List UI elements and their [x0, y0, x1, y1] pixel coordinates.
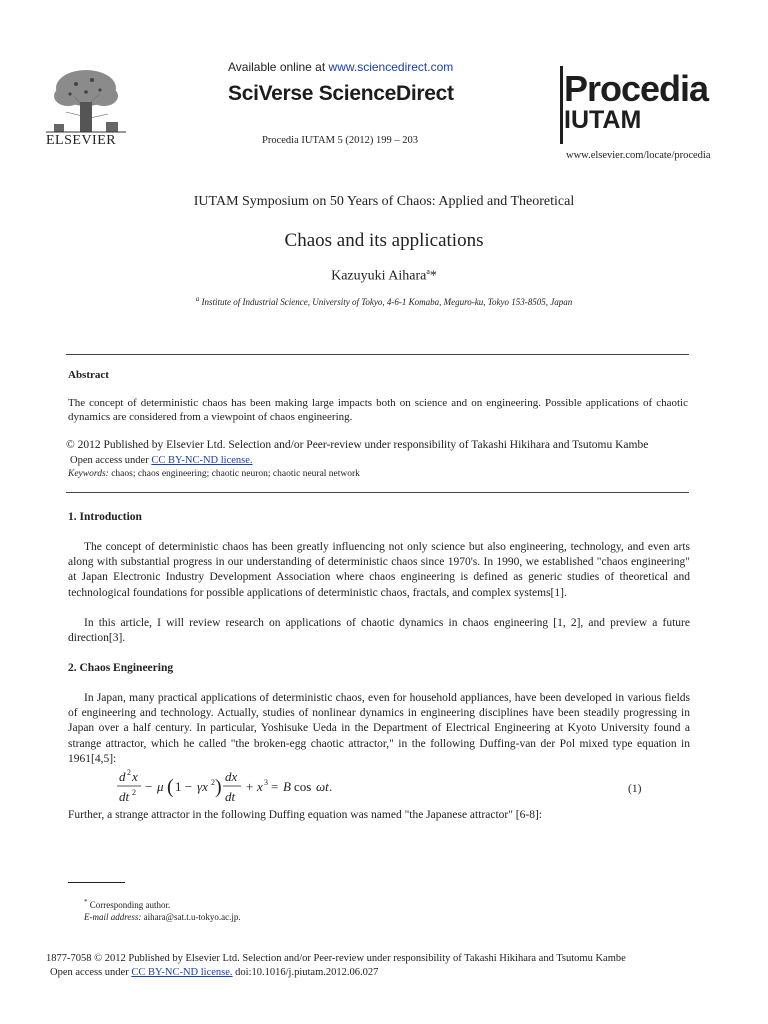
keywords-line: [68, 469, 360, 479]
procedia-logo-bar: [560, 66, 563, 144]
affiliation-text: Institute of Industrial Science, University of Tokyo, 4-6-1 Komaba, Meguro-ku, Tokyo 153-8505, Japan: [201, 297, 573, 307]
footer-open-access-prefix: Open access under: [50, 967, 132, 978]
platform-name: SciVerse ScienceDirect: [228, 82, 454, 105]
svg-text:γx: γx: [197, 779, 208, 794]
footer-license-link[interactable]: CC BY-NC-ND license.: [131, 967, 233, 978]
svg-text:dx: dx: [225, 769, 238, 784]
equation-1-number: (1): [628, 783, 642, 795]
svg-text:dt: dt: [119, 789, 130, 804]
svg-text:2: 2: [132, 788, 136, 797]
section-2-paragraph-1: In Japan, many practical applications of deterministic chaos, even for household appliances, have been developed in various fields of engineering and technology. Actually, studies of nonlinear dynamics in engineering disciplines have been steadily progressing in Japan over a half century. In particular, Yoshisuke Ueda in the Department of Electrical Engineering at Kyoto University found a strange attractor, which he called "the broken-egg chaotic attractor," in the following Duffing-van der Pol mixed type equation in 1961[4,5]:: [68, 692, 690, 765]
footnote-corresponding: [84, 898, 170, 910]
svg-text:+: +: [246, 779, 254, 794]
author-line: [0, 267, 768, 285]
svg-text:x: x: [132, 769, 138, 784]
svg-text:(: (: [167, 776, 174, 798]
section-2-heading: 2. Chaos Engineering: [68, 662, 174, 674]
corresponding-text: Corresponding author.: [89, 900, 171, 910]
abstract-text: The concept of deterministic chaos has been making large impacts both on science and on engineering. Possible applications of chaotic dynamics are considered from a viewpoint of chaos engineering.: [68, 397, 688, 423]
svg-text:2: 2: [211, 778, 215, 787]
svg-text:μ: μ: [157, 779, 164, 794]
section-1-paragraph-1: The concept of deterministic chaos has been greatly influencing not only science but also engineering, technology, and even arts along with substantial progress in our understanding of deterministic chaos since 1970's. In 1990, we established "chaos engineering" at Japan Electronic Industry Development Association where chaos engineering is defined as generic studies of theoretical and technological foundations for possible applications of deterministic chaos, fractals, and complex systems[1].: [68, 541, 690, 599]
abstract-heading: Abstract: [68, 369, 109, 381]
svg-text:x: x: [257, 779, 263, 794]
license-link[interactable]: CC BY-NC-ND license.: [151, 455, 253, 466]
section-1-heading: 1. Introduction: [68, 511, 142, 523]
available-prefix: Available online at: [228, 60, 329, 74]
divider-top: [66, 354, 689, 355]
journal-url[interactable]: www.elsevier.com/locate/procedia: [566, 150, 711, 161]
affiliation-mark: a: [195, 295, 200, 303]
sciencedirect-link[interactable]: www.sciencedirect.com: [328, 60, 454, 74]
paper-title: Chaos and its applications: [284, 230, 484, 251]
journal-reference: Procedia IUTAM 5 (2012) 199 – 203: [262, 135, 419, 146]
section-2-paragraph-2: Further, a strange attractor in the following Duffing equation was named "the Japanese attractor" [6-8]:: [68, 809, 542, 821]
author-name: Kazuyuki Aihara: [331, 268, 427, 284]
email-address: aihara@sat.t.u-tokyo.ac.jp.: [141, 912, 241, 922]
footnote-rule: [68, 882, 125, 883]
footer-copyright: 1877-7058 © 2012 Published by Elsevier Ltd. Selection and/or Peer-review under responsibility of Takashi Hikihara and Tsutomu Kambe: [46, 953, 626, 964]
equation-1: [115, 767, 690, 809]
svg-text:−: −: [145, 779, 153, 794]
keywords-label: Keywords:: [68, 469, 109, 479]
open-access-prefix: Open access under: [70, 455, 152, 466]
svg-text:dt: dt: [225, 789, 236, 804]
divider-bottom: [66, 492, 689, 493]
author-affil-mark: a: [426, 267, 430, 276]
svg-text:): ): [215, 776, 222, 798]
section-1-paragraph-2: In this article, I will review research on applications of chaotic dynamics in chaos engineering [1, 2], and preview a future direction[3].: [68, 617, 690, 645]
publisher-name: ELSEVIER: [46, 133, 117, 148]
footnote-mark: *: [84, 898, 88, 906]
svg-text:cos: cos: [294, 779, 312, 794]
svg-text:1 −: 1 −: [175, 779, 193, 794]
footer-doi: doi:10.1016/j.piutam.2012.06.027: [232, 967, 379, 978]
procedia-logo-title: Procedia: [564, 68, 709, 109]
symposium-name: IUTAM Symposium on 50 Years of Chaos: Applied and Theoretical: [193, 194, 575, 209]
available-online-line: [228, 60, 453, 74]
footnote-email: [84, 912, 241, 922]
iutam-logo-subtitle: IUTAM: [564, 106, 642, 134]
footer-open-access: [50, 967, 378, 978]
svg-text:=: =: [271, 779, 279, 794]
affiliation: [0, 295, 768, 307]
keywords-text: chaos; chaos engineering; chaotic neuron; chaotic neural network: [108, 469, 360, 479]
abstract-copyright: © 2012 Published by Elsevier Ltd. Selection and/or Peer-review under responsibility of Takashi Hikihara and Tsutomu Kambe: [66, 439, 649, 451]
svg-text:3: 3: [264, 778, 268, 787]
email-label: E-mail address:: [84, 912, 142, 922]
svg-text:d: d: [119, 769, 126, 784]
svg-text:ωt: ωt: [316, 779, 329, 794]
svg-text:2: 2: [127, 768, 131, 777]
author-star: *: [429, 268, 437, 284]
open-access-line: [70, 455, 253, 466]
elsevier-tree-logo: [46, 66, 126, 134]
svg-text:B: B: [283, 779, 291, 794]
svg-text:.: .: [329, 779, 333, 794]
